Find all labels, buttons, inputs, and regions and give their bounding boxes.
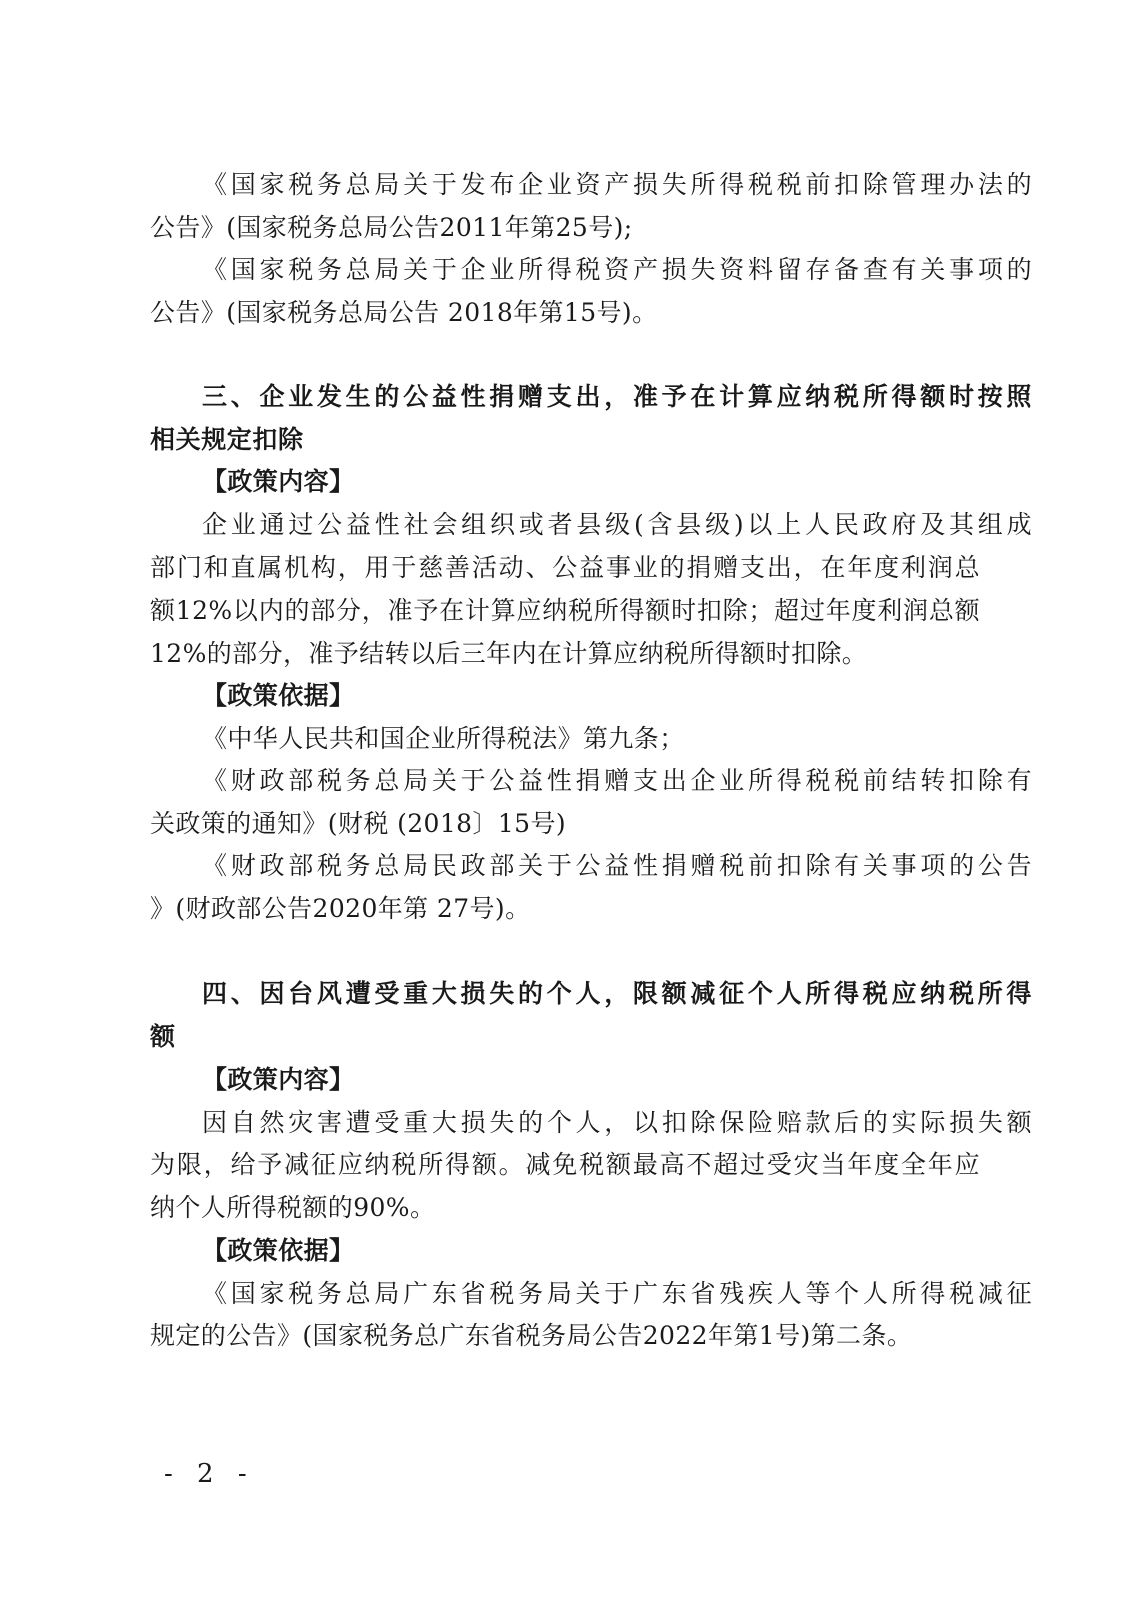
basis-line: 《财政部税务总局民政部关于公益性捐赠税前扣除有关事项的公告 <box>202 851 1032 880</box>
reference-line: 公告》(国家税务总局公告 2018年第15号)。 <box>150 298 658 327</box>
section-heading: 相关规定扣除 <box>150 425 304 454</box>
reference-line: 《国家税务总局关于发布企业资产损失所得税税前扣除管理办法的 <box>202 170 1032 199</box>
paragraph-line: 因自然灾害遭受重大损失的个人，以扣除保险赔款后的实际损失额 <box>202 1108 1032 1137</box>
basis-line: 《国家税务总局广东省税务局关于广东省残疾人等个人所得税减征 <box>202 1279 1032 1308</box>
section-heading: 三、企业发生的公益性捐赠支出，准予在计算应纳税所得额时按照 <box>202 382 1032 411</box>
page-number: - 2 - <box>164 1459 255 1489</box>
paragraph-line: 额12%以内的部分，准予在计算应纳税所得额时扣除；超过年度利润总额 <box>150 596 980 625</box>
section-heading: 额 <box>150 1022 176 1051</box>
basis-line: 关政策的通知》(财税 (2018〕15号) <box>150 809 567 838</box>
policy-content-label: 【政策内容】 <box>202 1065 355 1094</box>
policy-basis-label: 【政策依据】 <box>202 681 355 710</box>
basis-line: 《财政部税务总局关于公益性捐赠支出企业所得税税前结转扣除有 <box>202 766 1032 795</box>
paragraph-line: 部门和直属机构，用于慈善活动、公益事业的捐赠支出，在年度利润总 <box>150 553 980 582</box>
section-heading: 四、因台风遭受重大损失的个人，限额减征个人所得税应纳税所得 <box>202 979 1032 1008</box>
paragraph-line: 12%的部分，准予结转以后三年内在计算应纳税所得额时扣除。 <box>150 639 868 668</box>
policy-basis-label: 【政策依据】 <box>202 1236 355 1265</box>
paragraph-line: 企业通过公益性社会组织或者县级(含县级)以上人民政府及其组成 <box>202 510 1032 539</box>
paragraph-line: 为限，给予减征应纳税所得额。减免税额最高不超过受灾当年度全年应 <box>150 1150 980 1179</box>
basis-line: 规定的公告》(国家税务总广东省税务局公告2022年第1号)第二条。 <box>150 1321 913 1350</box>
paragraph-line: 纳个人所得税额的90%。 <box>150 1193 436 1222</box>
basis-line: 》(财政部公告2020年第 27号)。 <box>150 894 531 923</box>
reference-line: 《国家税务总局关于企业所得税资产损失资料留存备查有关事项的 <box>202 255 1032 284</box>
basis-line: 《中华人民共和国企业所得税法》第九条； <box>202 724 685 753</box>
reference-line: 公告》(国家税务总局公告2011年第25号); <box>150 213 633 242</box>
policy-content-label: 【政策内容】 <box>202 467 355 496</box>
